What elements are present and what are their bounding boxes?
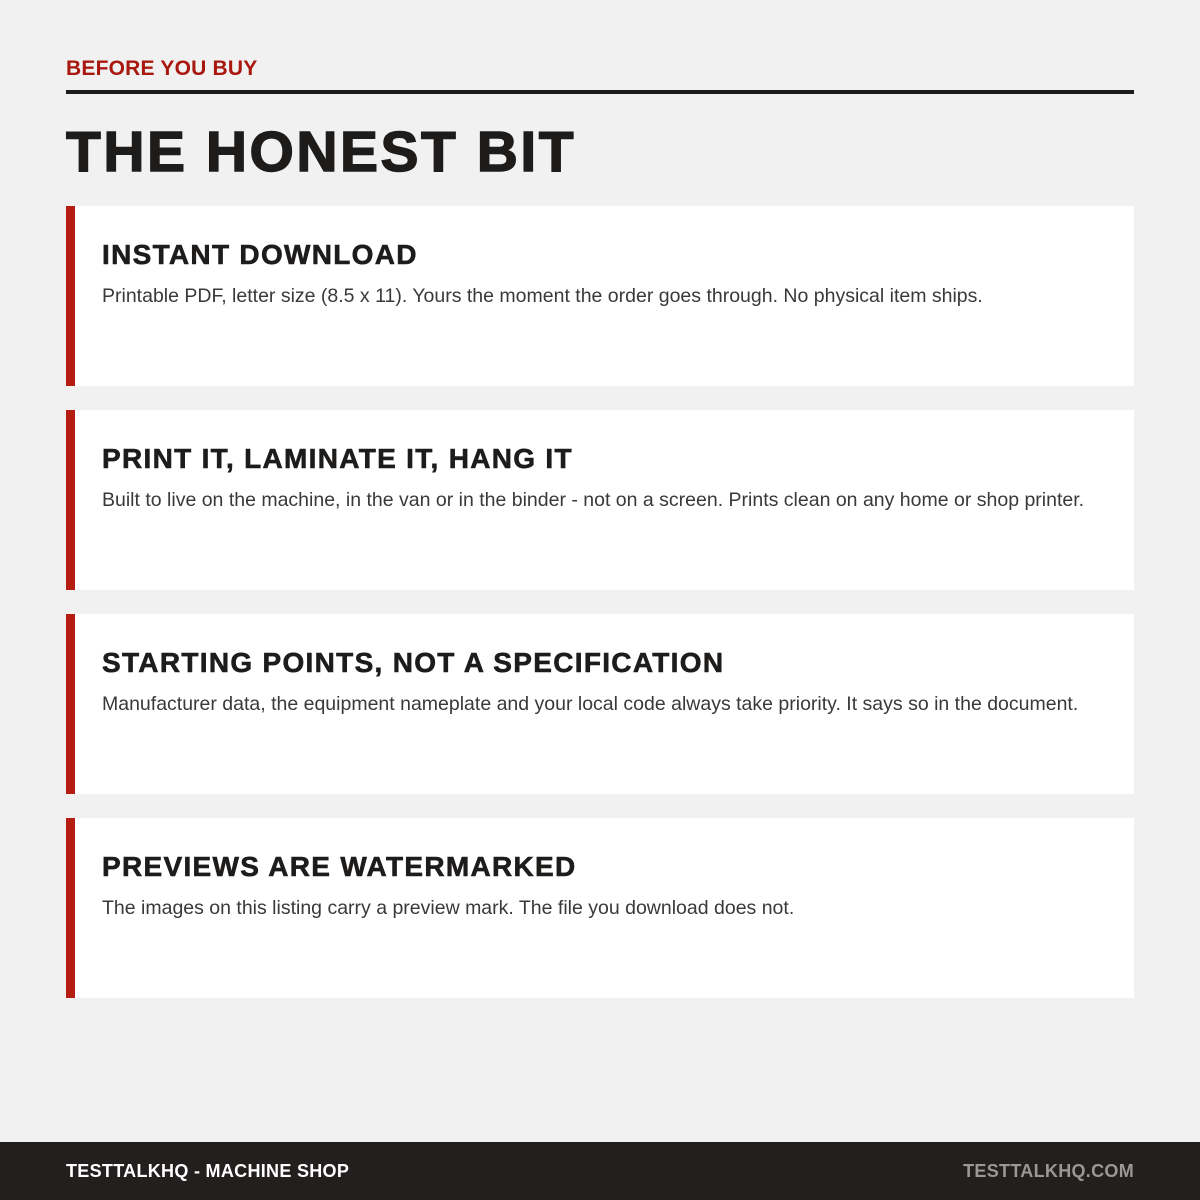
- info-card-starting-points: [66, 614, 1134, 794]
- info-card-list: [66, 206, 1134, 1022]
- footer-brand: TESTTALKHQ - MACHINE SHOP: [66, 1161, 350, 1181]
- section-kicker: BEFORE YOU BUY: [66, 57, 258, 80]
- header-divider: [66, 90, 1134, 94]
- footer-site-url: TESTTALKHQ.COM: [963, 1161, 1134, 1181]
- card-title: PREVIEWS ARE WATERMARKED: [102, 851, 577, 882]
- card-text: Built to live on the machine, in the van or in the binder - not on a screen. Prints clean on any home or shop printer.: [102, 489, 1085, 511]
- info-card-print-laminate-hang: [66, 410, 1134, 590]
- info-card-instant-download: [66, 206, 1134, 386]
- page-title: THE HONEST BIT: [66, 120, 577, 184]
- card-text: The images on this listing carry a preview mark. The file you download does not.: [102, 897, 795, 919]
- footer-bar: [0, 1142, 1200, 1200]
- card-text: Manufacturer data, the equipment nameplate and your local code always take priority. It says so in the document.: [102, 693, 1079, 715]
- card-text: Printable PDF, letter size (8.5 x 11). Yours the moment the order goes through. No physical item ships.: [102, 285, 983, 307]
- card-title: PRINT IT, LAMINATE IT, HANG IT: [102, 443, 573, 474]
- info-card-previews-watermarked: [66, 818, 1134, 998]
- card-title: INSTANT DOWNLOAD: [102, 239, 418, 270]
- card-title: STARTING POINTS, NOT A SPECIFICATION: [102, 647, 725, 678]
